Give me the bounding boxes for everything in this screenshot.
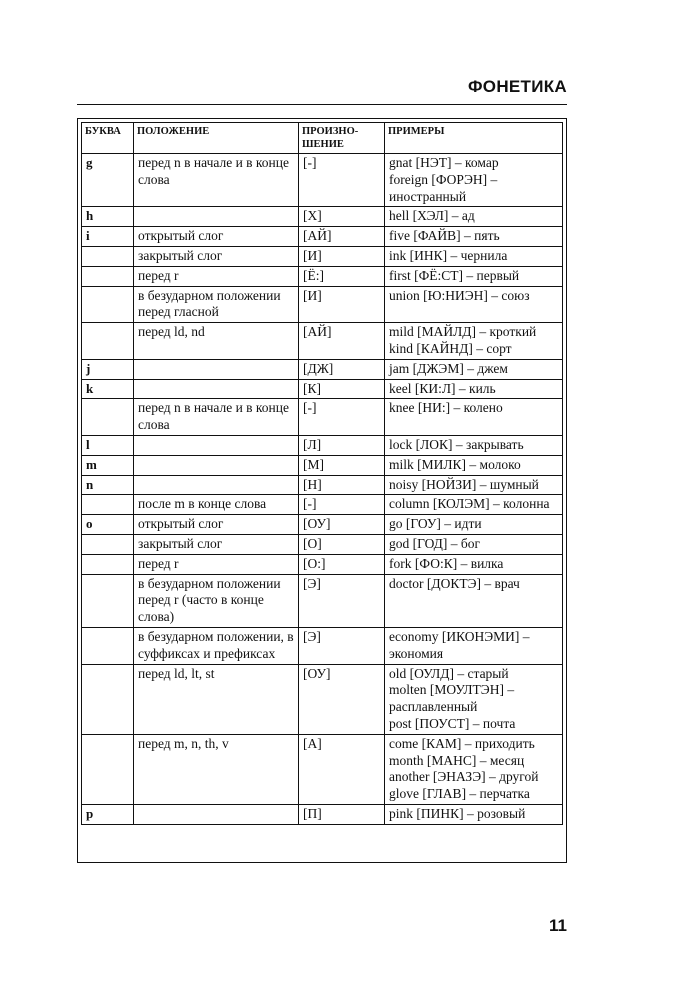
cell-pronunciation: [-] xyxy=(299,399,385,436)
cell-pronunciation: [ОУ] xyxy=(299,515,385,535)
cell-letter xyxy=(82,574,134,627)
table-row xyxy=(82,455,563,475)
cell-pronunciation: [М] xyxy=(299,455,385,475)
cell-letter: h xyxy=(82,207,134,227)
example-line: glove [ГЛАВ] – перчатка xyxy=(389,786,530,802)
cell-pronunciation: [-] xyxy=(299,154,385,207)
table-row xyxy=(82,266,563,286)
cell-examples xyxy=(385,804,563,824)
cell-position: после m в конце слова xyxy=(134,495,299,515)
cell-pronunciation: [ДЖ] xyxy=(299,359,385,379)
example-line: lock [ЛОК] – закрывать xyxy=(389,436,524,452)
table-row xyxy=(82,207,563,227)
cell-position xyxy=(134,359,299,379)
cell-pronunciation: [А] xyxy=(299,734,385,804)
example-line: another [ЭНАЗЭ] – другой xyxy=(389,769,539,785)
cell-letter xyxy=(82,495,134,515)
cell-pronunciation: [Ё:] xyxy=(299,266,385,286)
cell-position: закрытый слог xyxy=(134,246,299,266)
example-line: molten [МОУЛТЭН] – расплавленный xyxy=(389,682,515,715)
cell-examples xyxy=(385,323,563,360)
table-row xyxy=(82,534,563,554)
cell-letter: j xyxy=(82,359,134,379)
cell-position: открытый слог xyxy=(134,515,299,535)
example-line: post [ПОУСТ] – почта xyxy=(389,715,516,731)
example-line: month [МАНС] – месяц xyxy=(389,752,525,768)
cell-pronunciation: [О] xyxy=(299,534,385,554)
cell-position xyxy=(134,455,299,475)
table-row xyxy=(82,359,563,379)
example-line: doctor [ДОКТЭ] – врач xyxy=(389,575,520,591)
example-line: pink [ПИНК] – розовый xyxy=(389,805,526,821)
cell-position: в безударном положении перед r (часто в конце слова) xyxy=(134,574,299,627)
cell-position: открытый слог xyxy=(134,227,299,247)
table-header-row xyxy=(82,123,563,154)
cell-letter: k xyxy=(82,379,134,399)
cell-pronunciation: [И] xyxy=(299,286,385,323)
page-header-title: ФОНЕТИКА xyxy=(467,77,567,96)
table-row xyxy=(82,515,563,535)
cell-examples xyxy=(385,574,563,627)
table-row xyxy=(82,574,563,627)
cell-pronunciation: [АЙ] xyxy=(299,227,385,247)
table-row xyxy=(82,475,563,495)
cell-letter xyxy=(82,664,134,734)
example-line: ink [ИНК] – чернила xyxy=(389,247,508,263)
cell-pronunciation: [П] xyxy=(299,804,385,824)
cell-position: перед m, n, th, v xyxy=(134,734,299,804)
example-line: foreign [ФОРЭН] – иностранный xyxy=(389,171,498,204)
table-row xyxy=(82,734,563,804)
cell-pronunciation: [АЙ] xyxy=(299,323,385,360)
example-line: jam [ДЖЭМ] – джем xyxy=(389,360,508,376)
cell-position: перед n в начале и в конце слова xyxy=(134,399,299,436)
cell-letter xyxy=(82,286,134,323)
column-header-letter: БУКВА xyxy=(82,123,134,154)
table-row xyxy=(82,554,563,574)
cell-letter xyxy=(82,399,134,436)
cell-letter: p xyxy=(82,804,134,824)
column-header-examples: ПРИМЕРЫ xyxy=(385,123,563,154)
example-line: union [Ю:НИЭН] – союз xyxy=(389,287,530,303)
column-header-position: ПОЛОЖЕНИЕ xyxy=(134,123,299,154)
example-line: mild [МАЙЛД] – кроткий xyxy=(389,324,537,340)
cell-pronunciation: [-] xyxy=(299,495,385,515)
cell-pronunciation: [О:] xyxy=(299,554,385,574)
cell-letter: i xyxy=(82,227,134,247)
cell-examples xyxy=(385,359,563,379)
example-line: hell [ХЭЛ] – ад xyxy=(389,208,475,224)
cell-examples xyxy=(385,515,563,535)
cell-position xyxy=(134,379,299,399)
cell-examples xyxy=(385,207,563,227)
cell-letter xyxy=(82,323,134,360)
cell-examples xyxy=(385,154,563,207)
cell-examples xyxy=(385,227,563,247)
cell-pronunciation: [Х] xyxy=(299,207,385,227)
cell-examples xyxy=(385,475,563,495)
cell-letter: o xyxy=(82,515,134,535)
phonetics-table xyxy=(81,122,563,825)
cell-examples xyxy=(385,399,563,436)
cell-letter xyxy=(82,554,134,574)
cell-letter xyxy=(82,266,134,286)
cell-letter xyxy=(82,627,134,664)
cell-examples xyxy=(385,664,563,734)
header-divider xyxy=(77,104,567,105)
example-line: kind [КАЙНД] – сорт xyxy=(389,340,512,356)
cell-examples xyxy=(385,286,563,323)
cell-examples xyxy=(385,734,563,804)
example-line: economy [ИКОНЭМИ] – экономия xyxy=(389,628,530,661)
table-row xyxy=(82,435,563,455)
cell-pronunciation: [Э] xyxy=(299,574,385,627)
cell-position xyxy=(134,435,299,455)
cell-letter: n xyxy=(82,475,134,495)
table-row xyxy=(82,399,563,436)
table-row xyxy=(82,664,563,734)
table-row xyxy=(82,495,563,515)
example-line: come [КАМ] – приходить xyxy=(389,735,535,751)
example-line: first [ФЁ:СТ] – первый xyxy=(389,267,520,283)
cell-examples xyxy=(385,379,563,399)
cell-position xyxy=(134,804,299,824)
cell-position: в безударном положении перед гласной xyxy=(134,286,299,323)
cell-pronunciation: [ОУ] xyxy=(299,664,385,734)
example-line: keel [КИ:Л] – киль xyxy=(389,380,496,396)
page-number: 11 xyxy=(549,916,567,935)
cell-examples xyxy=(385,627,563,664)
cell-position: перед n в начале и в конце слова xyxy=(134,154,299,207)
cell-position: перед ld, lt, st xyxy=(134,664,299,734)
cell-position: закрытый слог xyxy=(134,534,299,554)
example-line: five [ФАЙВ] – пять xyxy=(389,228,500,244)
example-line: milk [МИЛК] – молоко xyxy=(389,456,521,472)
cell-position: перед r xyxy=(134,554,299,574)
table-row xyxy=(82,379,563,399)
example-line: knee [НИ:] – колено xyxy=(389,400,503,416)
cell-examples xyxy=(385,495,563,515)
table-row xyxy=(82,627,563,664)
example-line: column [КОЛЭМ] – колонна xyxy=(389,496,550,512)
example-line: noisy [НОЙЗИ] – шумный xyxy=(389,476,539,492)
table-row xyxy=(82,286,563,323)
cell-letter xyxy=(82,534,134,554)
cell-pronunciation: [Н] xyxy=(299,475,385,495)
phonetics-table-frame xyxy=(77,118,567,863)
cell-letter: m xyxy=(82,455,134,475)
cell-position xyxy=(134,207,299,227)
table-row xyxy=(82,154,563,207)
example-line: go [ГОУ] – идти xyxy=(389,516,482,532)
cell-position: в безударном положении, в суффиксах и префиксах xyxy=(134,627,299,664)
example-line: fork [ФО:К] – вилка xyxy=(389,555,504,571)
cell-examples xyxy=(385,435,563,455)
cell-pronunciation: [И] xyxy=(299,246,385,266)
cell-letter xyxy=(82,734,134,804)
cell-pronunciation: [Л] xyxy=(299,435,385,455)
example-line: gnat [НЭТ] – комар xyxy=(389,155,499,170)
column-header-pronunciation: ПРОИЗНО-ШЕНИЕ xyxy=(299,123,385,154)
example-line: old [ОУЛД] – старый xyxy=(389,665,509,681)
cell-letter: l xyxy=(82,435,134,455)
table-row xyxy=(82,323,563,360)
cell-examples xyxy=(385,534,563,554)
cell-pronunciation: [Э] xyxy=(299,627,385,664)
example-line: god [ГОД] – бог xyxy=(389,535,481,551)
cell-position xyxy=(134,475,299,495)
cell-examples xyxy=(385,266,563,286)
cell-position: перед r xyxy=(134,266,299,286)
cell-position: перед ld, nd xyxy=(134,323,299,360)
cell-examples xyxy=(385,554,563,574)
cell-examples xyxy=(385,246,563,266)
cell-examples xyxy=(385,455,563,475)
table-row xyxy=(82,804,563,824)
table-row xyxy=(82,246,563,266)
table-row xyxy=(82,227,563,247)
cell-letter: g xyxy=(82,154,134,207)
cell-pronunciation: [К] xyxy=(299,379,385,399)
cell-letter xyxy=(82,246,134,266)
